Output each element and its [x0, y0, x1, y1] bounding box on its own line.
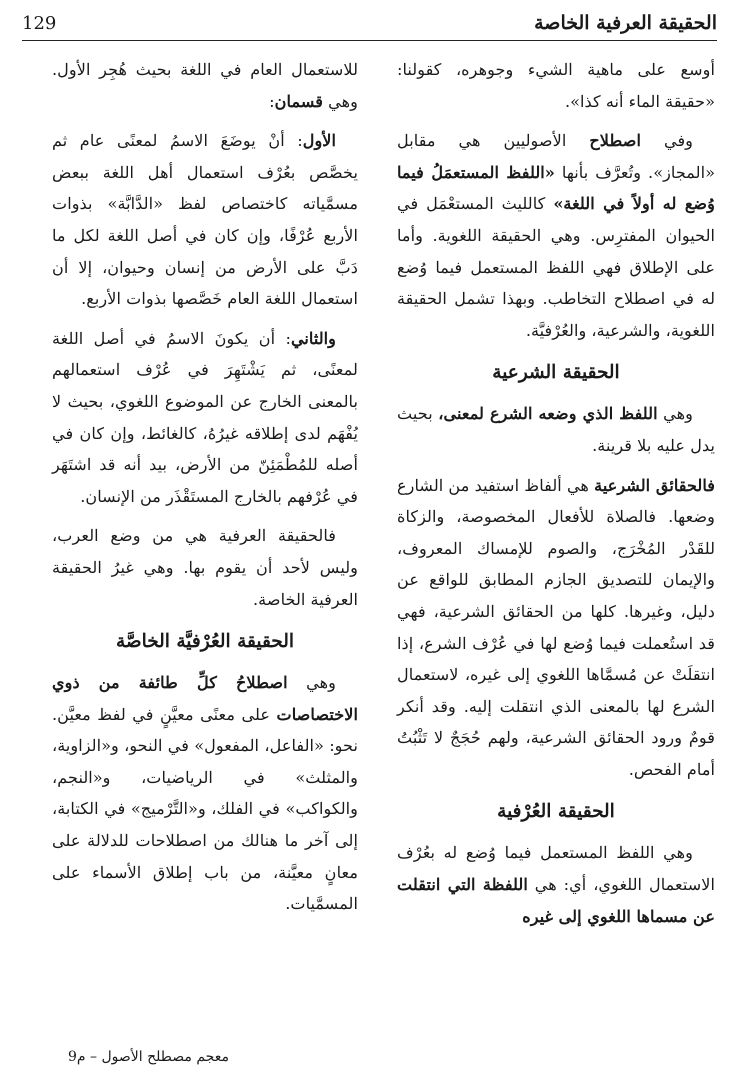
paragraph: والثاني: أن يكونَ الاسمُ في أصل اللغة لمعنًى، ثم يَشْتَهِرَ في عُرْف استعمالهم بالمعنى الخارج عن الموضوع اللغوي، بحيث لا يُفْهَم لدى إطلاقه غيرُهُ، كالغائط، وإن كان في أصله للمُطْمَئِنّ من الأرض، بيد أنه قد اشتَهَر في عُرْفهم بالخارج المستَقْذَر من الإنسان. — [52, 328, 358, 506]
paragraph: أوسع على ماهية الشيء وجوهره، كقولنا: «حقيقة الماء أنه كذا». — [397, 60, 715, 111]
section-heading: الحقيقة الشرعية — [492, 362, 620, 384]
running-title: الحقيقة العرفية الخاصة — [534, 12, 717, 34]
section-heading: الحقيقة العُرْفية — [497, 801, 615, 823]
paragraph: وهي اللفظ الذي وضعه الشرع لمعنى، بحيث يدل عليه بلا قرينة. — [397, 404, 715, 455]
section-heading: الحقيقة العُرْفيَّة الخاصَّة — [115, 631, 295, 653]
paragraph: وفي اصطلاح الأصوليين هي مقابل «المجاز». وتُعرَّف بأنها «اللفظ المستعمَلُ فيما وُضع له أولاً في اللغة» كالليث المستعْمَل في الحيوان المفترِس. وهي الحقيقة اللغوية. وأما على الإطلاق فهي اللفظ المستعمل فيما وُضع له في اصطلاح التخاطب. وبهذا تشمل الحقيقة اللغوية، والشرعية، والعُرْفيَّة. — [397, 131, 715, 340]
left-column — [52, 54, 358, 928]
paragraph: وهي اللفظ المستعمل فيما وُضع له بعُرْف الاستعمال اللغوي، أي: هي اللفظة التي انتقلت عن مسماها اللغوي إلى غيره — [397, 843, 715, 926]
paragraph: فالحقيقة العرفية هي من وضع العرب، وليس لأحد أن يقوم بها. وهي غيرُ الحقيقة العرفية الخاصة. — [52, 526, 358, 609]
page-footer: معجم مصطلح الأصول – م9 — [68, 1049, 229, 1065]
page-number: 129 — [22, 12, 57, 34]
running-header — [22, 6, 717, 41]
paragraph: وهي اصطلاحُ كلِّ طائفة من ذوي الاختصاصات على معنًى معيَّنٍ في لفظ معيَّن. نحو: «الفاعل، المفعول» في النحو، و«الزاوية، والمثلث» في الرياضيات، و«النجم، والكواكب» في الفلك، و«التَّرْميج» في الكتابة، إلى آخر ما هنالك من اصطلاحات للدلالة على معانٍ معيَّنة، من باب إطلاق الأسماء على المسمَّيات. — [52, 673, 358, 914]
paragraph: للاستعمال العام في اللغة بحيث هُجِر الأول. وهي قسمان: — [52, 60, 358, 111]
paragraph: فالحقائق الشرعية هي ألفاظ استفيد من الشارع وضعها. فالصلاة للأفعال المخصوصة، والزكاة للقَدْر المُخْرَج، والصوم للإمساك المعروف، والإيمان للتصديق الجازم المطابق للواقع عن دليل، وغيرها. كلها من الحقائق الشرعية، فهي قد استُعملت فيما وُضع لها في عُرْف الشرع، إذا انتقلَتْ عن مُسمَّاها اللغوي إلى غيره، لاستعمال الشرع لها بالمعنى الذي انتقلت إليه. وقد أنكر قومٌ ورود الحقائق الشرعية، ولهم حُجَجٌ لا تَثْبُتُ أمام الفحص. — [397, 475, 715, 779]
right-column — [397, 54, 715, 940]
paragraph: الأول: أنْ يوضَعَ الاسمُ لمعنًى عام ثم يخصَّص بعُرْف استعمال أهل اللغة ببعض مسمَّياته كاختصاص لفظ «الدَّابَّة» بذوات الأربع عُرْفًا، وإن كان في أصل اللغة لكل ما دَبَّ على الأرض من إنسان وحيوان، إلا أن استعمال اللغة العام خَصَّصها بذوات الأربع. — [52, 131, 358, 309]
